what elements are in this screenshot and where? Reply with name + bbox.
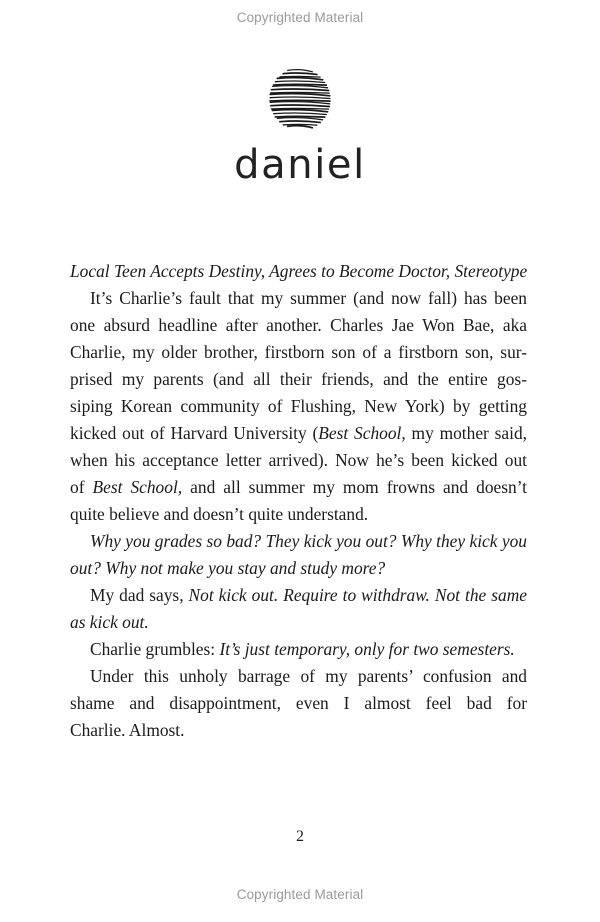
text-line xyxy=(70,474,527,501)
text-line xyxy=(70,663,527,690)
italic-text: as kick out. xyxy=(70,612,149,632)
text-line xyxy=(70,690,527,717)
text-segment: siping Korean community of Flushing, New York) by getting xyxy=(70,396,527,416)
text-line xyxy=(70,717,527,744)
text-segment: Charlie. Almost. xyxy=(70,720,185,740)
text-segment: and all summer my mom frowns and doesn’t xyxy=(182,477,527,497)
text-line xyxy=(70,501,527,528)
text-segment: quite believe and doesn’t quite understand. xyxy=(70,504,369,524)
chapter-body-text xyxy=(70,258,527,744)
italic-text: Why you grades so bad? They kick you out? Why they kick you xyxy=(90,531,527,551)
text-segment: shame and disappointment, even I almost feel bad for xyxy=(70,693,527,713)
text-line xyxy=(70,609,527,636)
text-line xyxy=(70,285,527,312)
text-segment: prised my parents (and all their friends, and the entire gos- xyxy=(70,369,527,389)
text-line xyxy=(70,528,527,555)
italic-text: Local Teen Accepts Destiny, Agrees to Become Doctor, Stereotype xyxy=(70,261,528,281)
text-segment: My dad says, xyxy=(90,585,189,605)
text-segment: Charlie grumbles: xyxy=(90,639,220,659)
chapter-title: daniel xyxy=(234,142,366,188)
text-segment: kicked out of Harvard University ( xyxy=(70,423,319,443)
text-segment: Under this unholy barrage of my parents’ confusion and xyxy=(90,666,527,686)
text-segment: when his acceptance letter arrived). Now he’s been kicked out xyxy=(70,450,527,470)
italic-text: Best School, xyxy=(92,477,183,497)
text-line xyxy=(70,447,527,474)
italic-text: out? Why not make you stay and study more? xyxy=(70,558,386,578)
text-line xyxy=(70,636,527,663)
italic-text: Best School, xyxy=(318,423,406,443)
scribbled-globe-icon xyxy=(265,66,335,132)
copyright-watermark-bottom: Copyrighted Material xyxy=(236,887,364,902)
text-line xyxy=(70,312,527,339)
copyright-watermark-top: Copyrighted Material xyxy=(236,10,364,25)
text-segment: of xyxy=(70,477,93,497)
text-line xyxy=(70,339,527,366)
text-line xyxy=(70,366,527,393)
text-segment: one absurd headline after another. Charles Jae Won Bae, aka xyxy=(70,315,527,335)
text-line xyxy=(70,420,527,447)
text-segment: Charlie, my older brother, firstborn son of a firstborn son, sur- xyxy=(70,342,527,362)
page-number: 2 xyxy=(296,828,304,845)
text-segment: my mother said, xyxy=(405,423,527,443)
text-line xyxy=(70,555,527,582)
text-line xyxy=(70,393,527,420)
text-segment: It’s Charlie’s fault that my summer (and now fall) has been xyxy=(90,288,527,308)
text-line xyxy=(70,582,527,609)
italic-text: It’s just temporary, only for two semesters. xyxy=(219,639,515,659)
text-line xyxy=(70,258,527,285)
italic-text: Not kick out. Require to withdraw. Not the same xyxy=(188,585,527,605)
